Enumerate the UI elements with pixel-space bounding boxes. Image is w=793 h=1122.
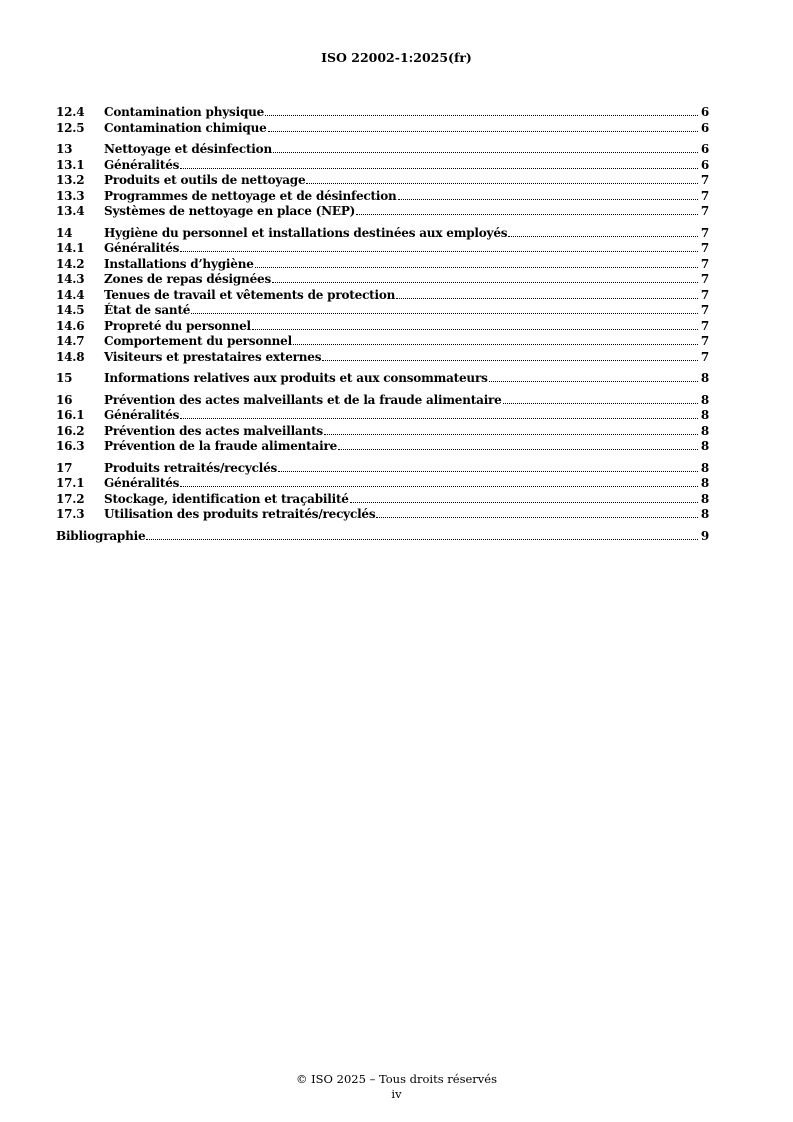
toc-entry-title: Systèmes de nettoyage en place (NEP): [104, 204, 356, 218]
toc-entry-title: Installations d’hygiène: [104, 256, 254, 271]
toc-entry[interactable]: [56, 105, 709, 121]
toc-entry-number: 15: [56, 371, 73, 385]
toc-entry-title: Prévention des actes malveillants et de la fraude alimentaire: [104, 392, 502, 407]
dot-leader: [503, 403, 698, 404]
dot-leader: [191, 313, 698, 314]
toc-entry-number: 14.1: [56, 241, 85, 255]
toc-entry-title: Programmes de nettoyage et de désinfection: [104, 188, 397, 203]
toc-entry[interactable]: [56, 272, 709, 288]
toc-entry-page: 8: [700, 392, 709, 407]
toc-entry[interactable]: [56, 241, 709, 257]
toc-entry-number: 13: [56, 142, 73, 156]
dot-leader: [489, 381, 698, 382]
toc-entry-number: 17.2: [56, 491, 85, 506]
toc-entry-title: Prévention des actes malveillants: [104, 423, 323, 438]
dot-leader: [265, 115, 698, 116]
dot-leader: [272, 282, 698, 283]
toc-entry-number: 16.1: [56, 408, 85, 422]
toc-entry-number: 17.1: [56, 476, 85, 490]
toc-entry-title: Généralités: [104, 408, 180, 422]
toc-entry[interactable]: [56, 507, 709, 523]
toc-entry-page: 7: [700, 256, 709, 271]
toc-entry-title: Généralités: [104, 241, 180, 255]
dot-leader: [273, 152, 698, 153]
toc-entry-number: 13.1: [56, 157, 85, 172]
toc-entry-page: 7: [700, 318, 709, 333]
toc-entry[interactable]: [56, 334, 709, 350]
toc-entry[interactable]: [56, 288, 709, 304]
toc-entry[interactable]: [56, 226, 709, 242]
toc-entry-title: Comportement du personnel: [104, 334, 292, 348]
toc-entry[interactable]: [56, 393, 709, 409]
dot-leader: [324, 434, 698, 435]
toc-entry[interactable]: [56, 424, 709, 440]
toc-entry-title: Contamination chimique: [104, 120, 267, 135]
toc-entry-number: 14.6: [56, 318, 85, 333]
toc-entry-page: 6: [700, 120, 709, 135]
toc-entry[interactable]: [56, 257, 709, 273]
toc-entry-page: 7: [700, 204, 709, 218]
toc-entry-page: 7: [700, 272, 709, 286]
toc-entry-page: 7: [700, 303, 709, 317]
page-footer: [0, 1072, 793, 1102]
toc-entry-number: 14: [56, 225, 73, 240]
dot-leader: [398, 199, 698, 200]
document-header: ISO 22002-1:2025(fr): [321, 50, 472, 65]
toc-entry-number: 14.3: [56, 272, 85, 286]
toc-entry[interactable]: [56, 319, 709, 335]
dot-leader: [278, 471, 698, 472]
toc-entry[interactable]: [56, 158, 709, 174]
toc-entry-page: 8: [700, 476, 709, 490]
toc-entry[interactable]: [56, 476, 709, 492]
toc-entry-page: 7: [700, 334, 709, 348]
toc-entry-number: 14.8: [56, 349, 85, 364]
toc-entry-title: Informations relatives aux produits et aux consommateurs: [104, 371, 488, 385]
toc-entry-number: 12.4: [56, 105, 85, 119]
dot-leader: [268, 131, 698, 132]
toc-entry-page: 7: [700, 287, 709, 302]
toc-entry-title: Visiteurs et prestataires externes: [104, 349, 322, 364]
toc-entry-number: 14.7: [56, 334, 85, 348]
toc-entry-number: 14.5: [56, 303, 85, 317]
toc-entry-title: Hygiène du personnel et installations destinées aux employés: [104, 225, 508, 240]
toc-entry-page: 8: [700, 491, 709, 506]
toc-entry[interactable]: [56, 173, 709, 189]
toc-entry-title: Propreté du personnel: [104, 318, 251, 333]
toc-entry-title: État de santé: [104, 303, 191, 317]
toc-entry-page: 7: [700, 188, 709, 203]
toc-entry[interactable]: [56, 439, 709, 455]
toc-entry-title: Utilisation des produits retraités/recyclés: [104, 507, 376, 521]
dot-leader: [255, 267, 698, 268]
toc-entry-page: 8: [700, 408, 709, 422]
dot-leader: [350, 502, 698, 503]
dot-leader: [322, 360, 698, 361]
toc-entry[interactable]: [56, 204, 709, 220]
dot-leader: [293, 344, 698, 345]
toc-entry-page: 8: [700, 439, 709, 453]
toc-entry[interactable]: [56, 492, 709, 508]
toc-entry-page: 9: [700, 528, 709, 543]
dot-leader: [338, 449, 698, 450]
dot-leader: [146, 539, 698, 540]
toc-entry[interactable]: [56, 303, 709, 319]
toc-entry-number: 17.3: [56, 507, 85, 521]
toc-entry[interactable]: [56, 350, 709, 366]
toc-entry[interactable]: [56, 408, 709, 424]
toc-entry-number: 16: [56, 392, 73, 407]
toc-entry[interactable]: [56, 189, 709, 205]
dot-leader: [356, 214, 698, 215]
dot-leader: [396, 298, 698, 299]
toc-entry-page: 8: [700, 507, 709, 521]
toc-entry[interactable]: [56, 142, 709, 158]
toc-entry-title: Produits retraités/recyclés: [104, 460, 278, 475]
toc-entry-number: 14.4: [56, 287, 85, 302]
toc-entry-title: Nettoyage et désinfection: [104, 142, 272, 156]
toc-entry-title: Prévention de la fraude alimentaire: [104, 439, 338, 453]
dot-leader: [508, 236, 698, 237]
toc-entry-page: 6: [700, 142, 709, 156]
toc-entry-number: 16.3: [56, 439, 85, 453]
toc-entry-page: 8: [700, 371, 709, 385]
toc-entry-title: Tenues de travail et vêtements de protection: [104, 287, 396, 302]
dot-leader: [252, 329, 698, 330]
toc-entry-number: 13.3: [56, 188, 85, 203]
toc-entry[interactable]: [56, 371, 709, 387]
dot-leader: [180, 251, 698, 252]
toc-entry[interactable]: [56, 121, 709, 137]
dot-leader: [376, 517, 698, 518]
toc-entry-page: 6: [700, 105, 709, 119]
toc-entry-number: 14.2: [56, 256, 85, 271]
toc-entry-page: 7: [700, 349, 709, 364]
toc-entry[interactable]: [56, 461, 709, 477]
dot-leader: [180, 486, 698, 487]
dot-leader: [180, 418, 698, 419]
table-of-contents: [56, 105, 709, 544]
toc-entry-number: 16.2: [56, 423, 85, 438]
toc-entry-page: 6: [700, 157, 709, 172]
toc-entry-page: 7: [700, 173, 709, 187]
toc-entry-number: 12.5: [56, 120, 85, 135]
toc-entry-number: 13.2: [56, 173, 85, 187]
toc-entry-title: Produits et outils de nettoyage: [104, 173, 306, 187]
toc-entry-title: Bibliographie: [56, 528, 146, 543]
toc-entry-number: 13.4: [56, 204, 85, 218]
toc-entry-title: Généralités: [104, 157, 180, 172]
copyright-notice: © ISO 2025 – Tous droits réservés: [295, 1072, 497, 1086]
toc-entry-title: Stockage, identification et traçabilité: [104, 491, 349, 506]
dot-leader: [306, 183, 698, 184]
toc-entry[interactable]: [56, 529, 709, 545]
toc-entry-page: 7: [700, 241, 709, 255]
page-number: iv: [391, 1087, 402, 1101]
toc-entry-page: 8: [700, 423, 709, 438]
toc-entry-number: 17: [56, 460, 73, 475]
toc-entry-page: 7: [700, 225, 709, 240]
toc-entry-title: Zones de repas désignées: [104, 272, 271, 286]
toc-entry-title: Contamination physique: [104, 105, 265, 119]
dot-leader: [180, 168, 698, 169]
toc-entry-page: 8: [700, 460, 709, 475]
toc-entry-title: Généralités: [104, 476, 180, 490]
